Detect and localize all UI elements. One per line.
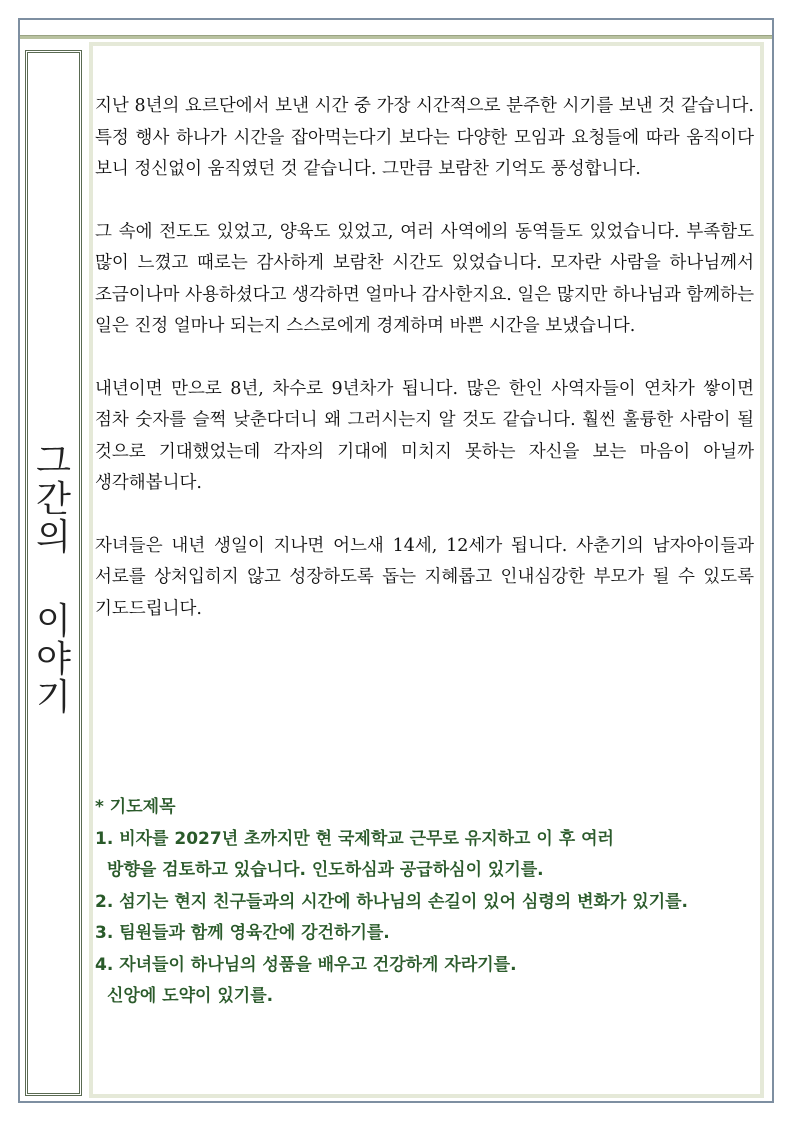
prayer-item-2: 2. 섬기는 현지 친구들과의 시간에 하나님의 손길이 있어 심령의 변화가 있기를.: [95, 891, 689, 912]
paragraph: 지난 8년의 요르단에서 보낸 시간 중 가장 시간적으로 분주한 시기를 보낸 것 같습니다. 특정 행사 하나가 시간을 잡아먹는다기 보다는 다양한 모임과 요청들에 따라 움직이다 보니 정신없이 움직였던 것 같습니다. 그만큼 보람찬 기억도 풍성합니다.: [95, 96, 754, 179]
prayer-list: [93, 792, 760, 1013]
prayer-heading: * 기도제목: [95, 797, 176, 817]
prayer-item-1: 1. 비자를 2027년 초까지만 현 국제학교 근무로 유지하고 이 후 여러: [95, 828, 614, 849]
top-divider: [20, 35, 772, 39]
side-title-char: 그: [36, 441, 71, 482]
side-title-char: 간: [36, 479, 71, 520]
paragraph: 자녀들은 내년 생일이 지나면 어느새 14세, 12세가 됩니다. 사춘기의 남자아이들과 서로를 상처입히지 않고 성장하도록 돕는 지혜롭고 인내심강한 부모가 될 수 있도록 기도드립니다.: [95, 535, 754, 619]
side-title: [28, 443, 79, 717]
prayer-item-4-continued: 신앙에 도약이 있기를.: [107, 986, 274, 1006]
paragraph: 그 속에 전도도 있었고, 양육도 있었고, 여러 사역에의 동역들도 있었습니다. 부족함도 많이 느꼈고 때로는 감사하게 보람찬 시간도 있었습니다. 모자란 사람을 하나님께서 조금이나마 사용하셨다고 생각하면 얼마나 감사한지요. 일은 많지만 하나님과 함께하는 일은 진정 얼마나 되는지 스스로에게 경계하며 바쁜 시간을 보냈습니다.: [95, 221, 754, 336]
prayer-item-4: 4. 자녀들이 하나님의 성품을 배우고 건강하게 자라기를.: [95, 954, 517, 975]
paragraph: 내년이면 만으로 8년, 차수로 9년차가 됩니다. 많은 한인 사역자들이 연차가 쌓이면 점차 숫자를 슬쩍 낮춘다더니 왜 그러시는지 알 것도 같습니다. 훨씬 훌륭한 사람이 될 것으로 기대했었는데 각자의 기대에 미치지 못하는 자신을 보는 마음이 아닐까 생각해봅니다.: [95, 378, 754, 493]
side-title-char: 이: [36, 601, 71, 642]
side-title-char: 기: [36, 677, 71, 718]
side-title-panel: [25, 50, 82, 1096]
body-text: [93, 91, 760, 625]
side-title-char: 의: [36, 517, 71, 558]
content-panel: [89, 42, 764, 1098]
prayer-item-3: 3. 팀원들과 함께 영육간에 강건하기를.: [95, 923, 390, 943]
prayer-item-1-continued: 방향을 검토하고 있습니다. 인도하심과 공급하심이 있기를.: [107, 860, 544, 880]
side-title-char: 야: [36, 639, 71, 680]
